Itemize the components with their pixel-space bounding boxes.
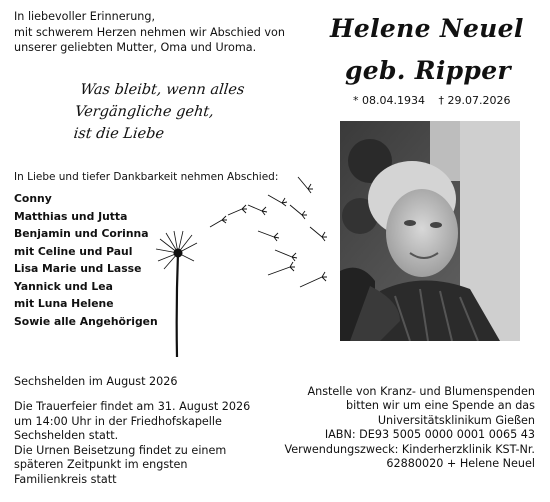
life-dates: [353, 94, 520, 107]
funeral-line: Die Urnen Beisetzung findet zu einem: [14, 443, 227, 457]
mourner-name: Yannick und Lea: [14, 279, 113, 293]
donation-notice: [284, 385, 535, 471]
funeral-line: späteren Zeitpunkt im engsten: [14, 458, 188, 471]
donation-line: 62880020 + Helene Neuel: [386, 457, 535, 471]
deceased-maiden-name: geb. Ripper: [345, 56, 511, 85]
portrait-photo: [340, 121, 520, 341]
donation-line: IABN: DE93 5005 0000 0001 0065 43: [324, 428, 535, 442]
birth-date: * 08.04.1934: [353, 94, 425, 107]
intro-line: In liebevoller Erinnerung,: [14, 10, 156, 23]
mourner-name: Conny: [14, 192, 52, 205]
quote-line: Was bleibt, wenn alles: [79, 82, 246, 98]
memorial-quote: [72, 79, 246, 145]
dandelion-illustration: [150, 165, 340, 365]
funeral-line: Die Trauerfeier findet am 31. August 2026: [14, 400, 251, 413]
donation-line: Anstelle von Kranz- und Blumenspenden: [307, 385, 535, 398]
quote-line: ist die Liebe: [72, 126, 165, 142]
funeral-line: Sechshelden statt.: [14, 429, 119, 442]
death-date: † 29.07.2026: [438, 94, 511, 107]
mourner-name: Sowie alle Angehörigen: [14, 314, 158, 328]
mourner-name: Lisa Marie und Lasse: [14, 262, 142, 275]
mourner-name: Matthias und Jutta: [14, 209, 128, 223]
donation-line: bitten wir um eine Spende an das: [346, 399, 535, 413]
funeral-line: Familienkreis statt: [14, 472, 117, 486]
intro-line: mit schwerem Herzen nehmen wir Abschied von: [14, 25, 285, 39]
deceased-name: Helene Neuel: [330, 14, 524, 43]
donation-line: Universitätsklinikum Gießen: [377, 413, 535, 427]
donation-line: Verwendungszweck: Kinderherzklinik KST-Nr.: [284, 442, 535, 456]
mourner-name: mit Luna Helene: [14, 297, 114, 310]
place-and-date: Sechshelden im August 2026: [14, 375, 178, 388]
funeral-details: [14, 400, 250, 487]
intro-text: [14, 9, 314, 56]
quote-line: Vergängliche geht,: [74, 104, 215, 120]
mourner-name: Benjamin und Corinna: [14, 227, 149, 240]
mourners-list: [14, 190, 158, 330]
mourner-name: mit Celine und Paul: [14, 244, 133, 258]
thanks-heading: In Liebe und tiefer Dankbarkeit nehmen Abschied:: [14, 171, 279, 183]
funeral-line: um 14:00 Uhr in der Friedhofskapelle: [14, 414, 222, 428]
intro-line: unserer geliebten Mutter, Oma und Uroma.: [14, 41, 257, 54]
